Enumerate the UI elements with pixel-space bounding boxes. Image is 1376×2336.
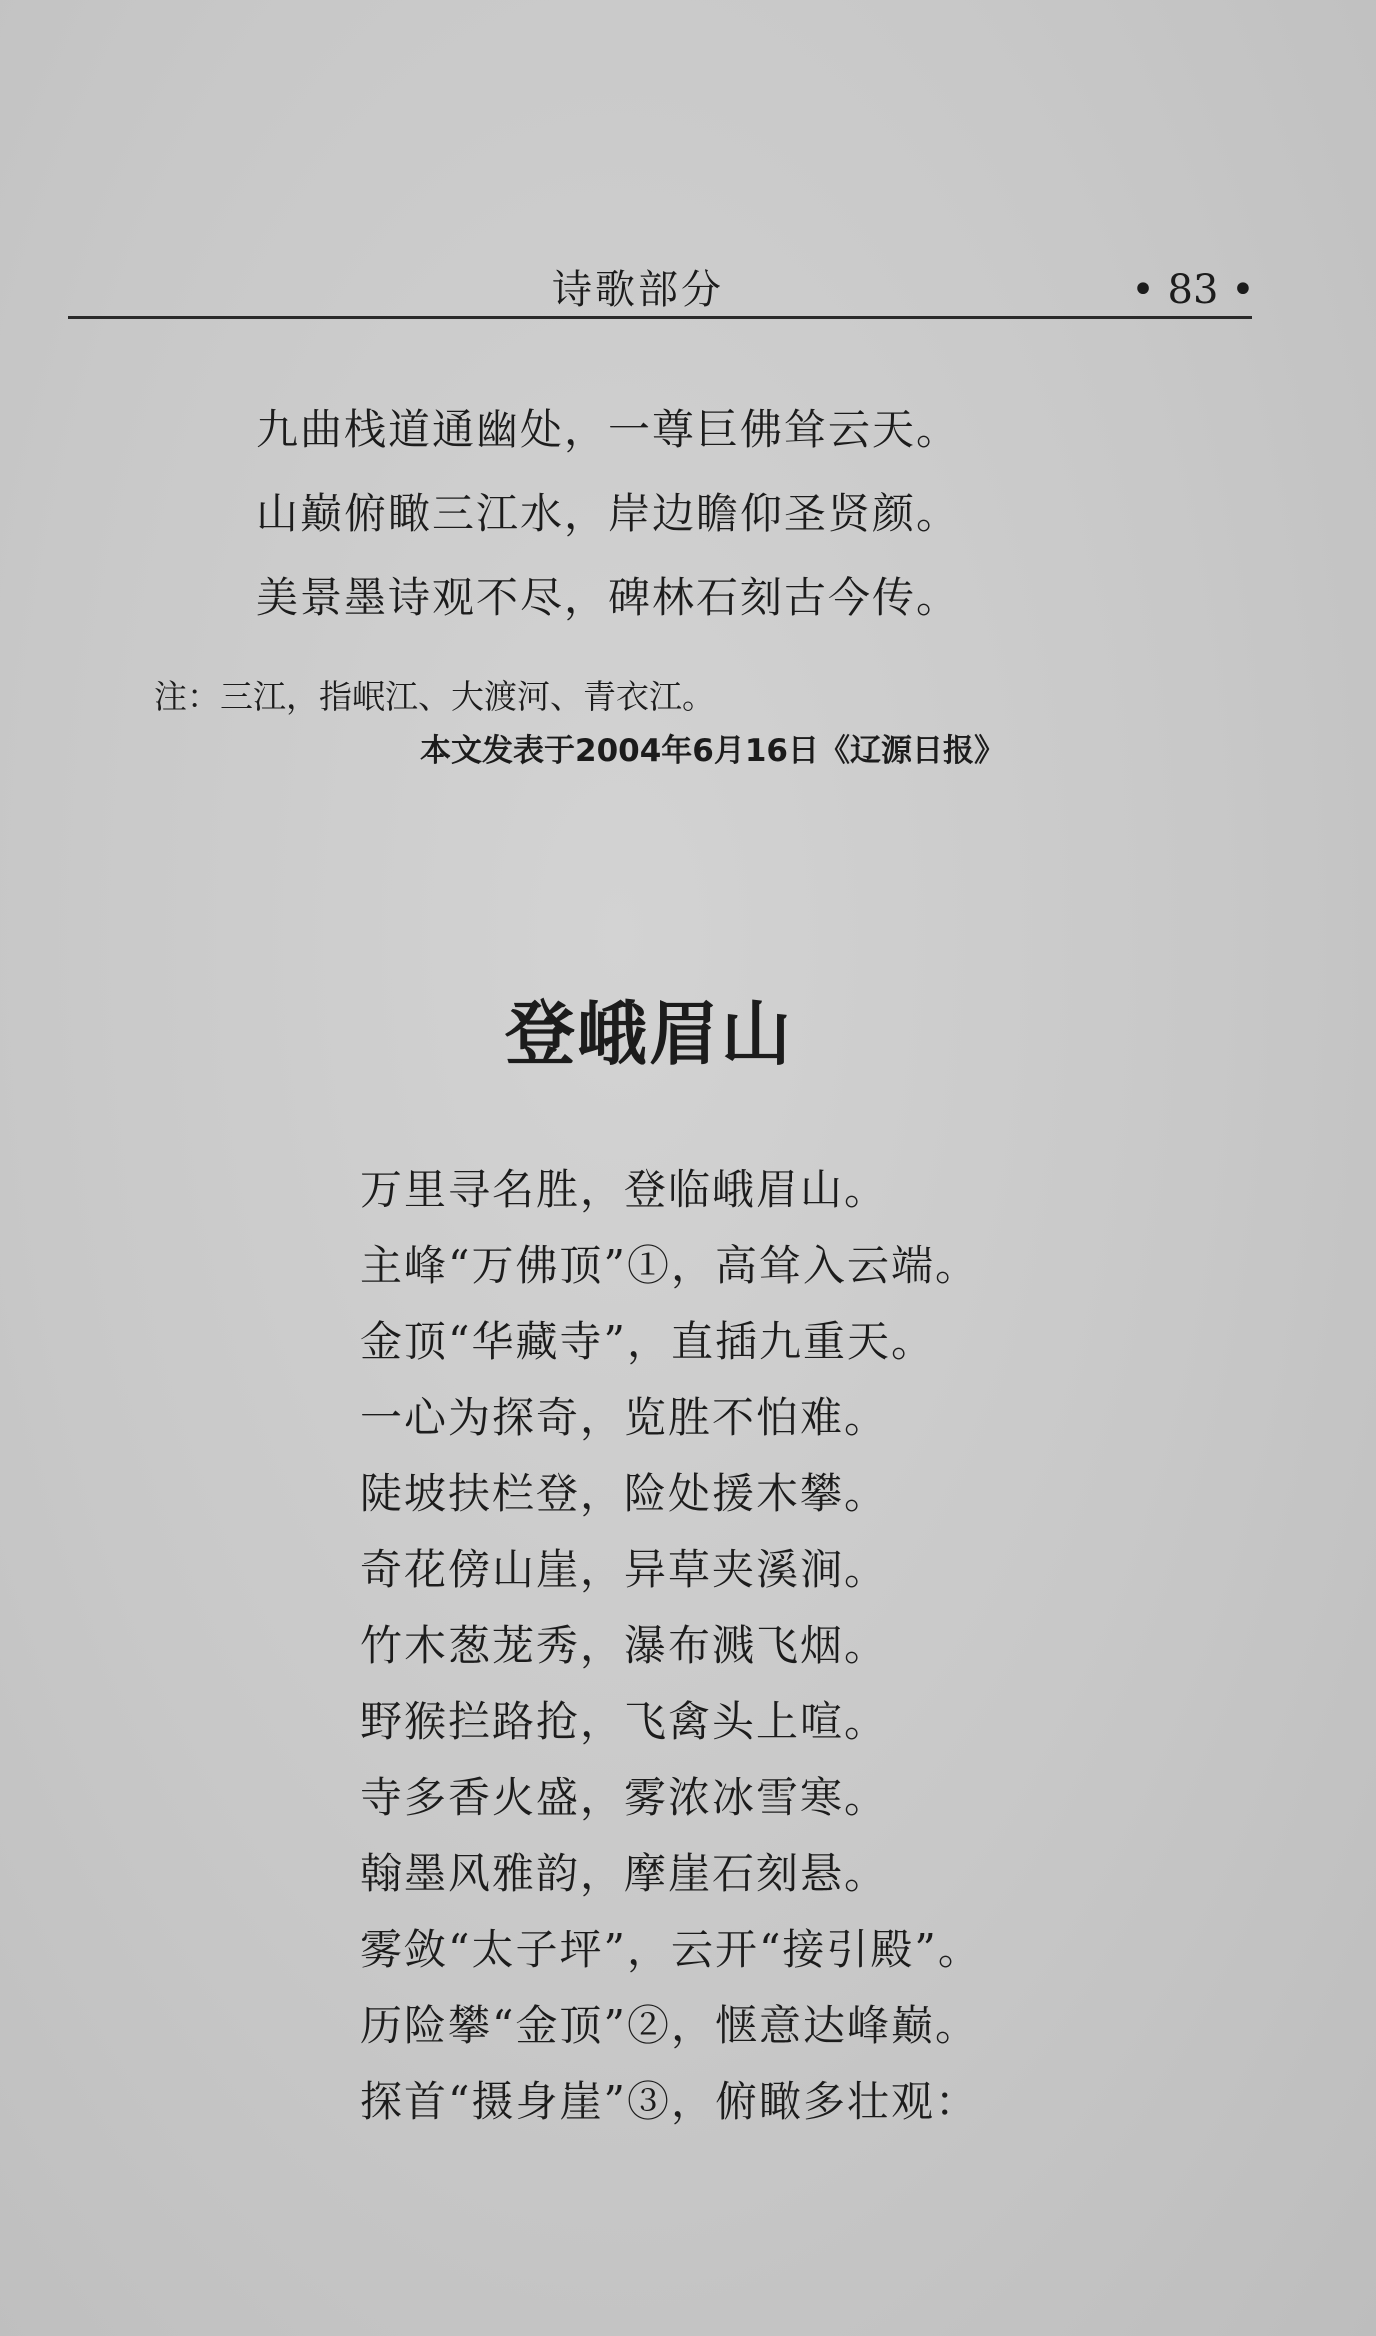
- poem-line: 探首“摄身崖”③，俯瞰多壮观：: [360, 2077, 979, 2126]
- verse-line: 美景墨诗观不尽，碑林石刻古今传。: [256, 573, 961, 622]
- publication-note: 本文发表于2004年6月16日《辽源日报》: [420, 733, 1005, 769]
- poem-line: 寺多香火盛，雾浓冰雪寒。: [360, 1773, 889, 1822]
- poem-line: 奇花傍山崖，异草夹溪涧。: [360, 1545, 889, 1594]
- header-divider: [68, 316, 1252, 319]
- verse-line: 九曲栈道通幽处，一尊巨佛耸云天。: [256, 405, 961, 454]
- footnote: 注：三江，指岷江、大渡河、青衣江。: [154, 677, 715, 716]
- poem-body: [360, 1152, 982, 2140]
- section-title: 诗歌部分: [552, 267, 724, 313]
- page-number: • 83 •: [1131, 267, 1255, 313]
- poem-line: 万里寻名胜，登临峨眉山。: [360, 1165, 889, 1214]
- preceding-poem-verses: [256, 388, 960, 640]
- poem-line: 竹木葱茏秀，瀑布溅飞烟。: [360, 1621, 889, 1670]
- poem-line: 野猴拦路抢，飞禽头上喧。: [360, 1697, 889, 1746]
- poem-line: 一心为探奇，览胜不怕难。: [360, 1393, 889, 1442]
- poem-line: 金顶“华藏寺”，直插九重天。: [360, 1317, 935, 1366]
- poem-line: 主峰“万佛顶”①，高耸入云端。: [360, 1241, 979, 1290]
- poem-line: 雾敛“太子坪”，云开“接引殿”。: [360, 1925, 982, 1974]
- poem-line: 历险攀“金顶”②，惬意达峰巅。: [360, 2001, 979, 2050]
- poem-line: 陡坡扶栏登，险处援木攀。: [360, 1469, 889, 1518]
- verse-line: 山巅俯瞰三江水，岸边瞻仰圣贤颜。: [256, 489, 961, 538]
- poem-title: 登峨眉山: [505, 992, 793, 1075]
- poem-line: 翰墨风雅韵，摩崖石刻悬。: [360, 1849, 889, 1898]
